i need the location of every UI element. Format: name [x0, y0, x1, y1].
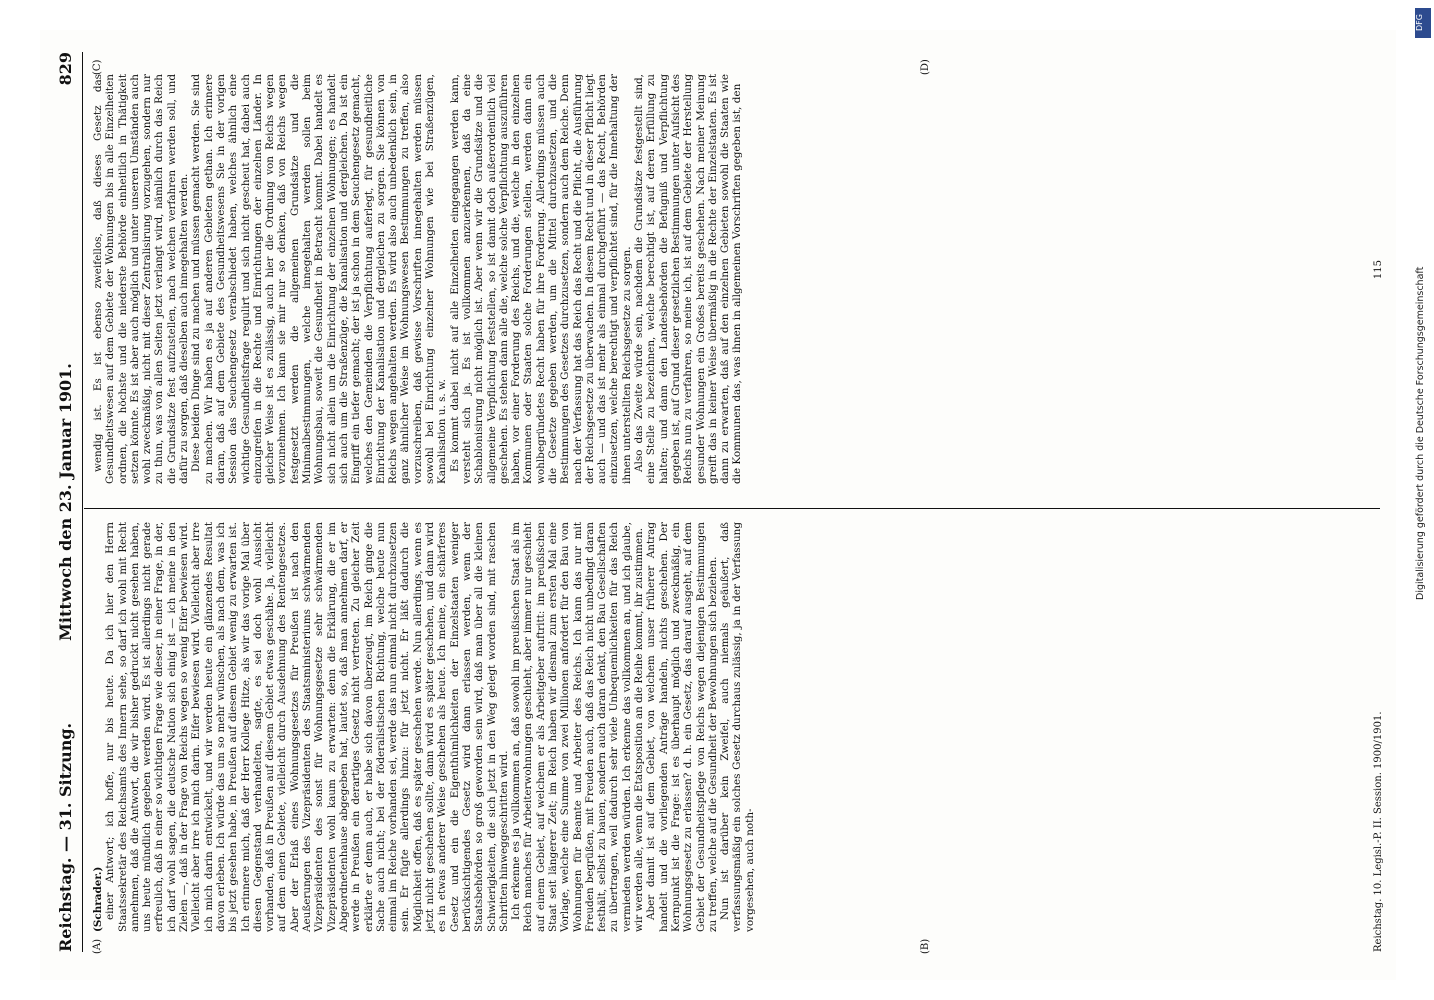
margin-mark-b: (B) — [920, 938, 931, 954]
paragraph: einer Antwort; ich hoffe, nur bis heute. Da ich hier den Herrn Staatssekretär des Reichsamts des Innern sehe, so darf ich wohl mit Recht annehmen, daß die Antwort, die wir bisher gedruckt nicht gesehen haben, uns heute mündlich gegeben werden wird. Es ist allerdings nicht gerade erfreulich, daß in einer so wichtigen Frage wie dieser, in einer Frage, in der, ich darf wohl sagen, die deutsche Nation sich einig ist — ich meine in den Zielen —, daß in der Frage von Reichs wegen so wenig Eifer bewiesen wird. Vielleicht aber irre ich mich darin. Eifer bewiesen wird. Vielleicht aber irre ich mich darin entwickelt, und wir werden heute ein glänzendes Resultat davon erleben. Ich würde das um so mehr wünschen, als nach dem, was ich bis jetzt gesehen habe, in Preußen auf diesem Gebiet wenig zu erwarten ist. Ich erinnere mich, daß der Herr Kollege Hitze, als wir das vorige Mal über diesen Gegenstand verhandelten, sagte, es sei doch wohl Aussicht vorhanden, daß in Preußen auf diesem Gebiet etwas geschähe. Ja, vielleicht auf dem einen Gebiete, vielleicht durch Ausdehnung des Rentengesetzes. Aber der Erlaß eines Wohnungsgesetzes für Preußen ist nach den Aeußerungen des Vizepräsidenten des Staatsministeriums schwärmenden Vizepräsidenten des sonst für Wohnungsgesetze sehr schwärmenden Vizepräsidenten wohl kaum zu erwarten: denn die Erklärung, die er im Abgeordnetenhause abgegeben hat, lautet so, daß man annehmen darf, er werde in Preußen ein derartiges Gesetz nicht vertreten. Zu gleicher Zeit erklärte er denn auch, er habe sich davon überzeugt, im Reich ginge die Sache auch nicht; bei der föderalistischen Richtung, welche heute nun einmal im Reiche vorhanden sei, werde das nun einmal nicht durchzusetzen sein. Er fügte allerdings hinzu: für jetzt nicht. Er läßt dadurch die Möglichkeit offen, daß es später geschehen werde. Nun allerdings, wenn es jetzt nicht geschehen sollte, dann wird es später geschehen, und dann wird es in etwas anderer Weise geschehen als heute. Ich meine, ein schärferes Gesetz und ein die Eigenthümlichkeiten der Einzelstaaten weniger berücksichtigendes Gesetz wird dann erlassen werden, wenn der Staatsbehörden so groß geworden sein wird, daß man über all die kleinen Schwierigkeiten, die sich jetzt in den Weg gelegt worden sind, mit raschen Schritten hinweggeschritten wird. — [104, 522, 510, 932]
paragraph: Also das Zweite würde sein, nachdem die Grundsätze festgestellt sind, eine Stelle zu bezeichnen, welche berechtigt ist, auf deren Erfüllung zu halten; und dann den Landesbehörden die Befugniß und Verpflichtung gegeben ist, auf Grund dieser gesetzlichen Bestimmungen unter Aufsicht des Reichs nun zu verfahren, so meine ich, ist auf dem Gebiete der Herstellung gesunder Wohnungen ein Großes bereits geschehen. Nach meiner Meinung greift das in keiner Weise übermäßig in die Rechte der Einzelstaaten. Es ist dann zu erwarten, daß auf den einzelnen Gebieten sowohl die Staaten wie die Kommunen das, was ihnen in allgemeinen Vorschriften gegeben ist, den — [633, 74, 744, 484]
dfg-logo: DFG — [1415, 8, 1431, 38]
rotated-page-content — [40, 30, 1396, 980]
paragraph: Aber damit ist auf dem Gebiet, von welchem unser früherer Antrag handelt und die vorliegenden Anträge handeln, nichts geschehen. Der Kernpunkt ist die Frage: ist es überhaupt möglich und zweckmäßig, ein Wohnungsgesetz zu erlassen? d. h. ein Gesetz, das darauf ausgeht, auf dem Gebiet der Gesundheitspflege von Reichs wegen diejenigen Bestimmungen zu treffen, welche auf die Gesundheit der Bewohnungen sich beziehen. — [645, 522, 719, 932]
speaker-name: (Schrader.) — [92, 866, 104, 932]
header-rule — [82, 52, 83, 952]
column-divider — [84, 508, 1380, 509]
margin-mark-c: (C) — [92, 59, 103, 75]
paragraph: Ich erkenne es ja vollkommen an, daß sowohl im preußischen Staat als im Reich manches für Arbeiterwohnungen geschieht, aber immer nur geschieht auf einem Gebiet, auf welchem er als Arbeitgeber auftritt: im preußischen Staat seit längerer Zeit; im Reich haben wir diesmal zum ersten Mal eine Vorlage, welche eine Summe von zwei Millionen anfordert für den Bau von Wohnungen für Beamte und Arbeiter des Reichs. Ich kann das nur mit Freuden begrüßen, mit Freuden auch, daß das Reich nicht unbedingt daran festhält, selbst zu bauen, sondern auch daran denkt, den Bau Gesellschaften zu übertragen, weil dadurch sehr viele Unbequemlichkeiten für das Reich vermieden werden würden. Ich erkenne das vollkommen an, und ich glaube, wir werden alle, wenn die Etatsposition an die Reihe kommt, ihr zustimmen. — [510, 522, 646, 932]
margin-mark-d: (D) — [920, 59, 931, 75]
margin-mark-a: (A) — [92, 938, 103, 954]
header-date: Mittwoch den 23. Januar 1901. — [56, 363, 75, 641]
signature-mark: 115 — [1373, 260, 1384, 280]
paragraph: Nun ist darüber kein Zweifel, auch niemals geäußert, daß verfassungsmäßig ein solches Gesetz durchaus zulässig, ja in der Verfassung vorgesehen, auch noth- — [719, 522, 756, 932]
right-column — [92, 74, 744, 484]
paragraph: wendig ist. Es ist ebenso zweifellos, daß dieses Gesetz das Gesundheitswesen auf dem Gebiete der Wohnungen bis in alle Einzelheiten ordnen, die höchste und die niederste Behörde einheitlich in Thätigkeit setzen könnte. Es ist aber auch möglich und unter unseren Umständen auch wohl zweckmäßig, nicht mit dieser Zentralisirung vorzugehen, sondern nur zu thun, was von allen Seiten jetzt verlangt wird, nämlich durch das Reich die Grundsätze fest aufzustellen, nach welchen verfahren werden soll, und dafür zu sorgen, daß dieselben auch innegehalten werden. — [92, 74, 191, 484]
page-number: 829 — [56, 52, 75, 86]
scanned-page — [40, 30, 1396, 980]
paragraph: Es kommt dabei nicht auf alle Einzelheiten eingegangen werden kann, versteht sich ja. Es ist vollkommen anzuerkennen, daß da eine Schablonisirung nicht möglich ist. Aber wenn wir die Grundsätze und die allgemeine Verpflichtung feststellen, so ist damit doch außerordentlich viel geschehen. Es stehen dann alle die, welche solche Verpflichtung auszuführen haben, vor einer Forderung des Reichs, und die, welche in den einzelnen Kommunen oder Staaten solche Forderungen stellen, werden dann ein wohlbegründetes Recht haben für ihre Forderung. Allerdings müssen auch die Gesetze gegeben werden, um die Mittel durchzusetzen, und die Bestimmungen des Gesetzes durchzusetzen, sondern auch dem Reiche. Denn nach der Verfassung hat das Reich das Recht und die Pflicht, die Ausführung der Reichsgesetze zu überwachen. In diesem Recht und in dieser Pflicht liegt auch — und das ist mehr als einmal durchgeführt — das Recht, Behörden einzusetzen, welche berechtigt und verpflichtet sind, für die Innehaltung der ihnen unterstellten Reichsgesetze zu sorgen. — [448, 74, 633, 484]
paragraph: Diese beiden Dinge sind zu machen und müssen gemacht werden. Sie sind zu machen. Wir haben es ja auf anderen Gebieten gethan. Ich erinnere daran, daß auf dem Gebiete des Gesundheitswesens Sie in der vorigen Session das Seuchengesetz verabschiedet haben, welches ähnlich eine wichtige Gesundheitsfrage regulirt und sich nicht gescheut hat, dabei auch einzugreifen in die Rechte und Einrichtungen der einzelnen Länder. In gleicher Weise ist es zulässig, auch hier die Ordnung von Reichs wegen vorzunehmen. Ich kann sie mir nur so denken, daß von Reichs wegen festgesetzt werden die allgemeinen Grundsätze und die Minimalbestimmungen, welche innegehalten werden sollen beim Wohnungsbau, soweit die Gesundheit in Betracht kommt. Dabei handelt es sich nicht allein um die Einrichtung der einzelnen Wohnungen; es handelt sich auch um die Straßenzüge, die Kanalisation und dergleichen. Da ist ein Eingriff ein tiefer gemacht; der ist ja schon in dem Seuchengesetz gemacht, welches den Gemeinden die Verpflichtung auferlegt, für gesundheitliche Einrichtung der Kanalisation und dergleichen zu sorgen. Sie können von Reichs wegen angehalten werden. Es wird also auch unbedenklich sein, in ganz ähnlicher Weise im Wohnungswesen Bestimmungen zu treffen, also vorzuschreiben, daß gewisse Vorschriften innegehalten werden müssen sowohl bei Einrichtung einzelner Wohnungen wie bei Straßenzügen, Kanalisation u. s. w. — [190, 74, 449, 484]
header-left: Reichstag. — 31. Sitzung. — [56, 722, 75, 952]
left-column — [92, 522, 756, 932]
dfg-credit: Digitalisierung gefördert durch die Deutsche Forschungsgemeinschaft — [1415, 266, 1426, 600]
page-header — [50, 52, 80, 952]
dfg-sidebar — [1412, 0, 1434, 1000]
session-footer: Reichstag. 10. Legisl.-P. II. Session. 1900/1901. — [1373, 711, 1384, 952]
